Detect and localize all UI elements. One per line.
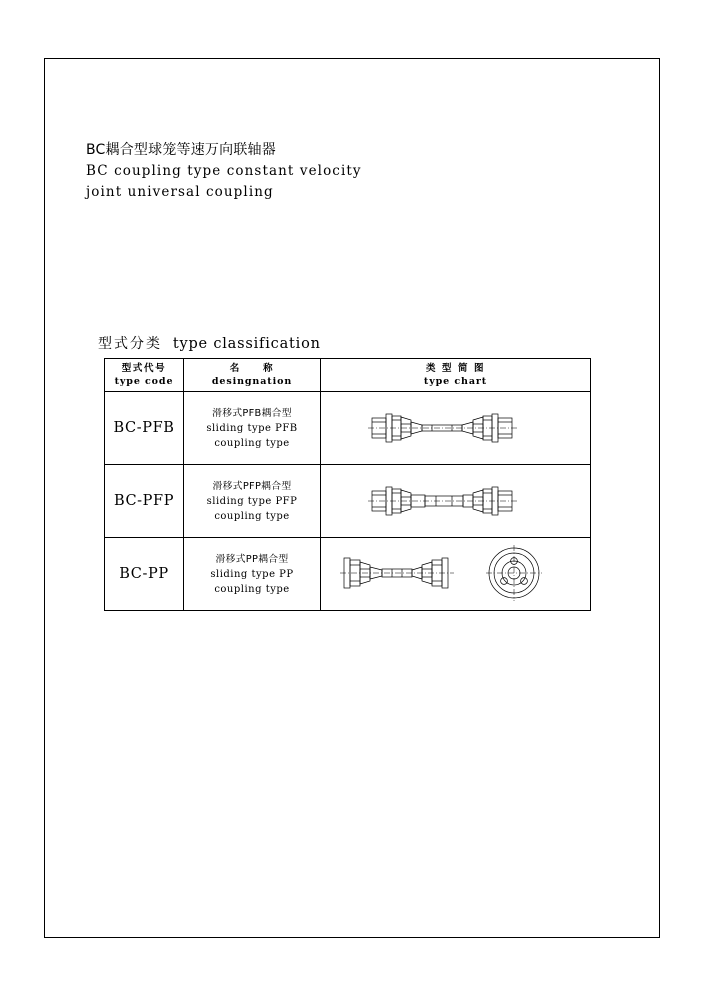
table-header-row	[105, 359, 591, 392]
header-designation	[184, 359, 321, 392]
row-name-pfb-en-2: coupling type	[214, 437, 290, 449]
shaft-assembly-pfb-icon	[366, 400, 546, 456]
header-type-chart	[321, 359, 591, 392]
row-code-pp: BC-PP	[105, 538, 184, 611]
section-title-english: type classification	[172, 336, 321, 352]
row-name-pfp	[184, 465, 321, 538]
header-type-code-cn: 型式代号	[121, 363, 167, 374]
heading-english-line-2: joint universal coupling	[86, 184, 274, 200]
row-name-pp-cn: 滑移式PP耦合型	[215, 553, 289, 565]
header-type-code	[105, 359, 184, 392]
row-name-pfb	[184, 392, 321, 465]
document-heading	[86, 140, 606, 203]
table-row	[105, 465, 591, 538]
row-name-pp-en-1: sliding type PP	[210, 568, 294, 580]
shaft-assembly-pfp-icon	[366, 473, 546, 529]
type-classification-table	[104, 358, 591, 611]
header-type-chart-cn: 类 型 简 图	[425, 363, 486, 374]
header-designation-en: desingnation	[211, 376, 293, 387]
row-name-pfb-cn: 滑移式PFB耦合型	[212, 407, 292, 419]
header-designation-cn: 名 称	[229, 363, 275, 374]
row-name-pfb-en-1: sliding type PFB	[206, 422, 298, 434]
header-type-code-en: type code	[114, 376, 174, 387]
table-row	[105, 392, 591, 465]
header-type-chart-en: type chart	[423, 376, 488, 387]
row-name-pp-en-2: coupling type	[214, 583, 290, 595]
row-name-pp	[184, 538, 321, 611]
table-row	[105, 538, 591, 611]
row-name-pfp-en-2: coupling type	[214, 510, 290, 522]
heading-english-line-1: BC coupling type constant velocity	[86, 163, 362, 179]
row-code-pfb: BC-PFB	[105, 392, 184, 465]
row-code-pfp: BC-PFP	[105, 465, 184, 538]
row-diagram-pp	[321, 538, 591, 611]
section-title-chinese: 型式分类	[98, 336, 162, 352]
row-name-pfp-en-1: sliding type PFP	[206, 495, 298, 507]
row-diagram-pfp	[321, 465, 591, 538]
heading-chinese: BC耦合型球笼等速万向联轴器	[86, 142, 276, 158]
shaft-assembly-pp-with-end-view-icon	[336, 544, 576, 604]
row-diagram-pfb	[321, 392, 591, 465]
section-title	[98, 333, 321, 353]
row-name-pfp-cn: 滑移式PFP耦合型	[212, 480, 292, 492]
